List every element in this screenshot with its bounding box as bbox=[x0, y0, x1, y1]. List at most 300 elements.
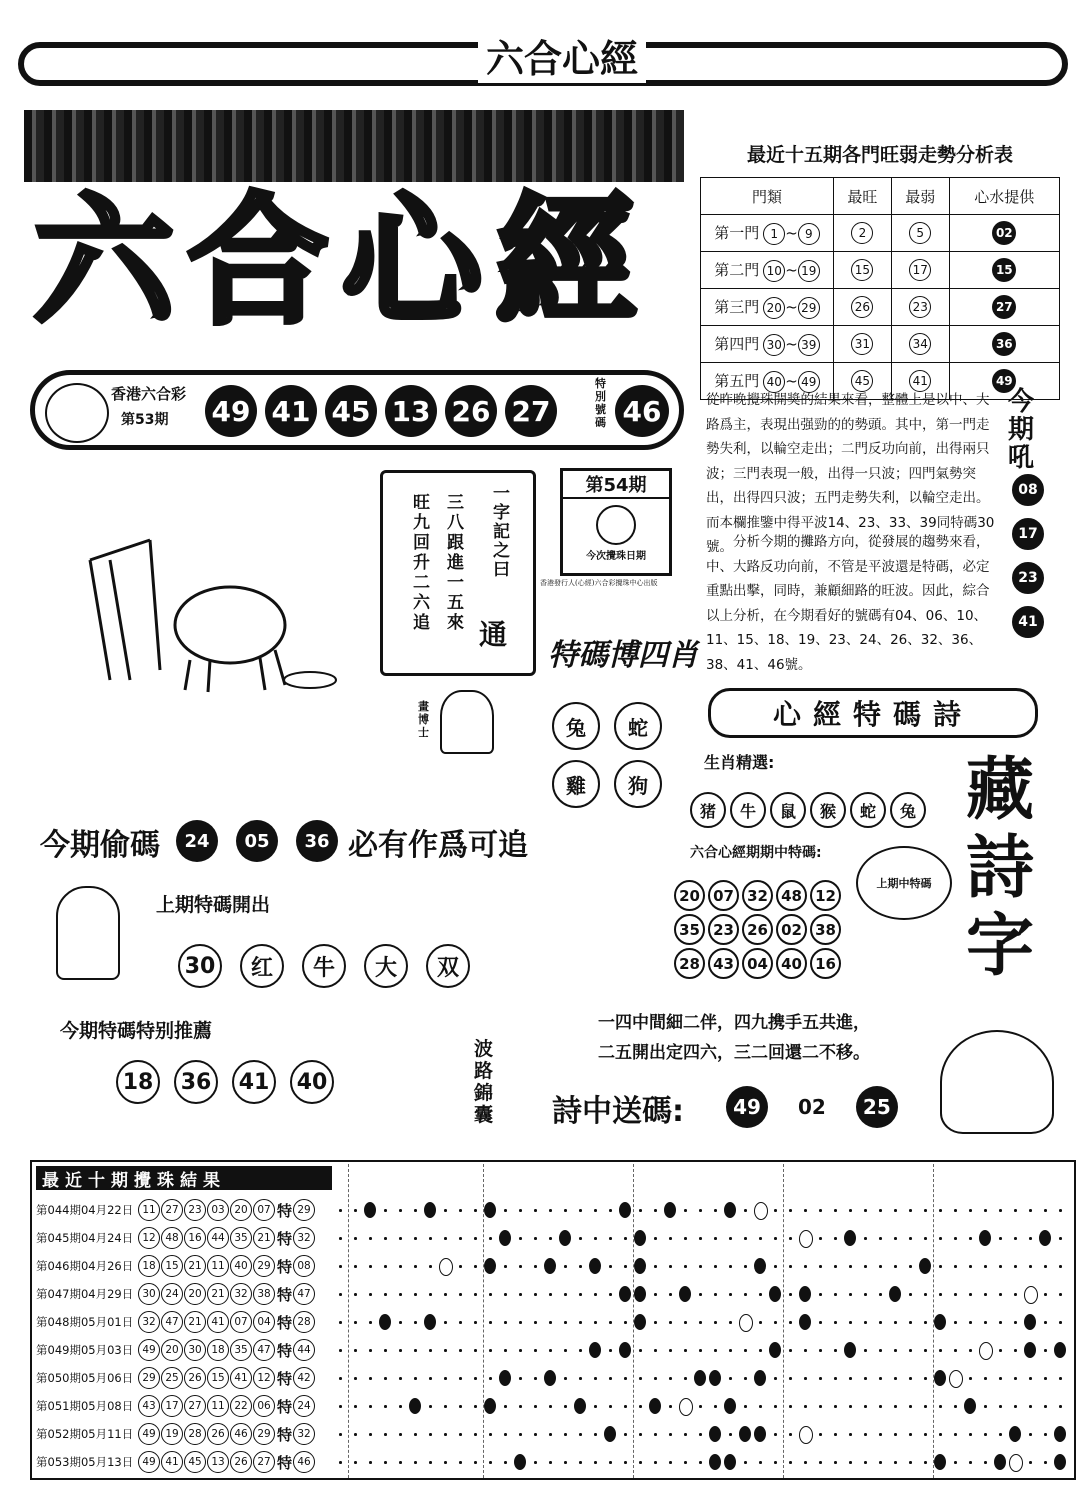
history-dot bbox=[1014, 1237, 1017, 1240]
history-dot bbox=[369, 1461, 372, 1464]
history-dot bbox=[399, 1265, 402, 1268]
history-dot bbox=[639, 1377, 642, 1380]
pick-ball: 36 bbox=[992, 332, 1016, 356]
history-hit-dot bbox=[769, 1286, 781, 1302]
history-dot bbox=[954, 1321, 957, 1324]
last-items bbox=[178, 944, 470, 988]
history-dot bbox=[804, 1209, 807, 1212]
history-hit-dot bbox=[604, 1426, 616, 1442]
history-dot bbox=[399, 1405, 402, 1408]
history-dot bbox=[354, 1293, 357, 1296]
history-dot bbox=[489, 1377, 492, 1380]
history-hit-dot bbox=[1054, 1342, 1066, 1358]
history-dot bbox=[834, 1405, 837, 1408]
history-ball: 30 bbox=[184, 1339, 206, 1361]
history-dot bbox=[1059, 1209, 1062, 1212]
history-dot bbox=[684, 1433, 687, 1436]
history-dot bbox=[804, 1265, 807, 1268]
history-row bbox=[36, 1280, 316, 1308]
history-dot bbox=[384, 1405, 387, 1408]
trend-title: 最近十五期各門旺弱走勢分析表 bbox=[746, 144, 1013, 166]
history-dot bbox=[909, 1349, 912, 1352]
history-hit-dot bbox=[979, 1342, 993, 1360]
history-dot bbox=[444, 1209, 447, 1212]
history-ball: 28 bbox=[184, 1423, 206, 1445]
issue54-subtitle: 今次攪珠日期 bbox=[586, 551, 646, 562]
history-dot bbox=[579, 1237, 582, 1240]
trend-name: 第一門 bbox=[714, 223, 760, 242]
history-dot bbox=[699, 1405, 702, 1408]
history-row bbox=[36, 1252, 316, 1280]
history-hit-dot bbox=[679, 1398, 693, 1416]
history-dot bbox=[954, 1433, 957, 1436]
history-hit-dot bbox=[934, 1370, 946, 1386]
hit-ball: 23 bbox=[708, 914, 739, 945]
history-dot bbox=[354, 1461, 357, 1464]
history-dot bbox=[489, 1237, 492, 1240]
history-dot bbox=[384, 1377, 387, 1380]
history-dot bbox=[579, 1377, 582, 1380]
history-dot bbox=[894, 1237, 897, 1240]
history-dot bbox=[1059, 1377, 1062, 1380]
history-dot bbox=[549, 1433, 552, 1436]
history-dot bbox=[489, 1461, 492, 1464]
history-dot bbox=[939, 1209, 942, 1212]
history-dot bbox=[414, 1209, 417, 1212]
history-dot bbox=[654, 1433, 657, 1436]
last-item: 双 bbox=[426, 944, 470, 988]
history-dot bbox=[879, 1349, 882, 1352]
history-dot bbox=[384, 1209, 387, 1212]
history-dot bbox=[369, 1405, 372, 1408]
history-row bbox=[36, 1336, 316, 1364]
history-dot bbox=[474, 1433, 477, 1436]
zodiac-label: 生肖精選: bbox=[704, 753, 775, 772]
scholar-figure bbox=[940, 1030, 1054, 1134]
history-dot bbox=[459, 1377, 462, 1380]
history-dot bbox=[789, 1265, 792, 1268]
trend-cell-min bbox=[891, 215, 949, 252]
history-hit-dot bbox=[664, 1202, 676, 1218]
trend-cell-type bbox=[701, 252, 834, 289]
hero bbox=[24, 110, 684, 360]
history-dot bbox=[924, 1293, 927, 1296]
trend-cell-type bbox=[701, 215, 834, 252]
history-dot bbox=[789, 1461, 792, 1464]
recommend-numbers bbox=[116, 1060, 334, 1104]
history-dot bbox=[1044, 1405, 1047, 1408]
history-dot bbox=[474, 1209, 477, 1212]
history-hit-dot bbox=[619, 1286, 631, 1302]
history-dot bbox=[579, 1349, 582, 1352]
history-dot bbox=[819, 1209, 822, 1212]
max-ball: 2 bbox=[851, 222, 873, 244]
history-hit-dot bbox=[634, 1230, 646, 1246]
history-dots bbox=[332, 1162, 1072, 1478]
history-dot bbox=[474, 1461, 477, 1464]
history-dot bbox=[654, 1349, 657, 1352]
history-dot bbox=[504, 1293, 507, 1296]
history-dot bbox=[594, 1209, 597, 1212]
history-dot bbox=[579, 1293, 582, 1296]
history-sp-label: 特 bbox=[277, 1425, 293, 1444]
history-dot bbox=[459, 1265, 462, 1268]
hit-ball: 48 bbox=[776, 880, 807, 911]
range-from: 1 bbox=[763, 223, 785, 245]
th-pick: 心水提供 bbox=[949, 178, 1059, 215]
history-dot bbox=[1044, 1433, 1047, 1436]
history-dot bbox=[654, 1321, 657, 1324]
history-dot bbox=[489, 1321, 492, 1324]
history-ball: 49 bbox=[138, 1451, 160, 1473]
send-ball: 25 bbox=[856, 1086, 898, 1128]
last-item: 30 bbox=[178, 944, 222, 988]
history-dot bbox=[549, 1293, 552, 1296]
history-dot bbox=[579, 1265, 582, 1268]
history-dot bbox=[1014, 1209, 1017, 1212]
history-ball: 21 bbox=[184, 1255, 206, 1277]
history-dot bbox=[414, 1433, 417, 1436]
history-ball: 18 bbox=[138, 1255, 160, 1277]
min-ball: 41 bbox=[909, 370, 931, 392]
history-dot bbox=[669, 1461, 672, 1464]
history-dot bbox=[759, 1349, 762, 1352]
history-dot bbox=[804, 1405, 807, 1408]
history-dot bbox=[879, 1405, 882, 1408]
history-dot bbox=[969, 1461, 972, 1464]
history-dot bbox=[564, 1265, 567, 1268]
issue54-box bbox=[560, 468, 672, 576]
history-hit-dot bbox=[754, 1258, 766, 1274]
trend-cell-max bbox=[834, 289, 892, 326]
trend-cell-max bbox=[834, 215, 892, 252]
hit-ball: 38 bbox=[810, 914, 841, 945]
history-dot bbox=[819, 1433, 822, 1436]
special-number: 46 bbox=[615, 385, 669, 437]
history-ball: 12 bbox=[138, 1227, 160, 1249]
zodiac-item: 牛 bbox=[730, 792, 766, 828]
history-dot bbox=[609, 1237, 612, 1240]
last-item: 牛 bbox=[302, 944, 346, 988]
history-dot bbox=[519, 1237, 522, 1240]
history-dot bbox=[474, 1377, 477, 1380]
history-dot bbox=[639, 1209, 642, 1212]
roar-ball: 08 bbox=[1012, 474, 1044, 506]
history-dot bbox=[879, 1461, 882, 1464]
history-dot bbox=[489, 1349, 492, 1352]
history-dot bbox=[669, 1405, 672, 1408]
history-date: 第051期05月08日 bbox=[36, 1399, 134, 1413]
ox-illustration bbox=[60, 520, 350, 700]
analysis-p1: 從昨晚攪珠開獎的結果來看，整體上是以中、大路爲主，表現出强勁的的勢頭。其中，第一門走勢失利，以輪空走出；二門反功向前，出得兩只波；三門表現一般，出得一只波；四門氣勢突出，出得四只波；五門走勢失利，以輪空走出。而本欄推鑒中得平波14、23、33、39同特碼30號。 bbox=[706, 392, 995, 555]
history-dot bbox=[354, 1209, 357, 1212]
history-dot bbox=[384, 1433, 387, 1436]
history-dot bbox=[909, 1461, 912, 1464]
history-dot bbox=[1029, 1377, 1032, 1380]
history-dot bbox=[1044, 1293, 1047, 1296]
history-dot bbox=[504, 1321, 507, 1324]
history-dot bbox=[399, 1349, 402, 1352]
history-dot bbox=[909, 1433, 912, 1436]
history-dot bbox=[984, 1321, 987, 1324]
trend-cell-type bbox=[701, 326, 834, 363]
history-dot bbox=[819, 1293, 822, 1296]
history-hit-dot bbox=[649, 1398, 661, 1414]
history-dot bbox=[624, 1433, 627, 1436]
history-dot bbox=[759, 1321, 762, 1324]
analysis-p2: 分析今期的攤路方向，從發展的趨勢來看，中、大路反功向前，不管是平波還是特碼，必定重點出擊，同時，兼顧細路的旺波。因此，綜合以上分析，在今期看好的號碼有04、06、10、11、15、18、19、23、24、26、32、36、38、41、46號。 bbox=[706, 534, 990, 673]
history-dot bbox=[789, 1433, 792, 1436]
min-ball: 23 bbox=[909, 296, 931, 318]
history-dot bbox=[414, 1265, 417, 1268]
history-dot bbox=[924, 1237, 927, 1240]
history-dot bbox=[999, 1321, 1002, 1324]
history-dot bbox=[429, 1461, 432, 1464]
history-dot bbox=[609, 1349, 612, 1352]
hit-ball: 07 bbox=[708, 880, 739, 911]
history-dot bbox=[1044, 1349, 1047, 1352]
history-dot bbox=[984, 1293, 987, 1296]
history-dot bbox=[984, 1405, 987, 1408]
history-ball: 07 bbox=[253, 1199, 275, 1221]
poem-line1: 一四中間細二伴，四九携手五共進， bbox=[598, 1013, 870, 1033]
history-ball: 20 bbox=[184, 1283, 206, 1305]
history-dot bbox=[654, 1237, 657, 1240]
history-dot bbox=[354, 1349, 357, 1352]
trend-name: 第五門 bbox=[714, 371, 760, 390]
history-dot bbox=[729, 1265, 732, 1268]
history-dot bbox=[1044, 1209, 1047, 1212]
roar-label: 今期吼 bbox=[1008, 387, 1035, 473]
history-dot bbox=[354, 1265, 357, 1268]
history-dot bbox=[729, 1349, 732, 1352]
history-dot bbox=[444, 1377, 447, 1380]
history-dot bbox=[909, 1293, 912, 1296]
result-ball: 49 bbox=[205, 385, 257, 437]
history-dot bbox=[879, 1265, 882, 1268]
history-dot bbox=[1059, 1237, 1062, 1240]
history-dot bbox=[819, 1321, 822, 1324]
hit-ball: 20 bbox=[674, 880, 705, 911]
history-dot bbox=[534, 1293, 537, 1296]
history-ball: 45 bbox=[184, 1451, 206, 1473]
history-dot bbox=[924, 1405, 927, 1408]
history-hit-dot bbox=[619, 1202, 631, 1218]
history-dot bbox=[729, 1293, 732, 1296]
history-ball: 24 bbox=[161, 1283, 183, 1305]
history-ball: 43 bbox=[138, 1395, 160, 1417]
history-dot bbox=[954, 1237, 957, 1240]
history-ball: 20 bbox=[161, 1339, 183, 1361]
history-dot bbox=[579, 1321, 582, 1324]
four-animals bbox=[552, 702, 668, 808]
history-dot bbox=[399, 1461, 402, 1464]
send-plain: 02 bbox=[798, 1095, 826, 1119]
history-dot bbox=[864, 1377, 867, 1380]
history-ball: 30 bbox=[138, 1283, 160, 1305]
history-sp-ball: 42 bbox=[293, 1367, 315, 1389]
hit-ball: 16 bbox=[810, 948, 841, 979]
hero-title: 六合心經 bbox=[34, 181, 651, 344]
roar-ball: 41 bbox=[1012, 606, 1044, 638]
four-title: 特碼博四肖 bbox=[548, 638, 698, 673]
history-dot bbox=[504, 1349, 507, 1352]
history-dot bbox=[1014, 1349, 1017, 1352]
hit-grid bbox=[674, 880, 854, 979]
top-banner bbox=[18, 28, 1068, 98]
history-divider bbox=[933, 1164, 935, 1478]
history-hit-dot bbox=[919, 1258, 931, 1274]
send-label: 詩中送碼: bbox=[552, 1094, 684, 1129]
history-dot bbox=[669, 1349, 672, 1352]
history-dot bbox=[864, 1349, 867, 1352]
history-dot bbox=[969, 1349, 972, 1352]
history-ball: 27 bbox=[184, 1395, 206, 1417]
history-dot bbox=[459, 1349, 462, 1352]
history-dot bbox=[714, 1349, 717, 1352]
trend-cell-max bbox=[834, 252, 892, 289]
history-dot bbox=[744, 1461, 747, 1464]
history-date: 第044期04月22日 bbox=[36, 1203, 134, 1217]
history-dot bbox=[864, 1209, 867, 1212]
history-dot bbox=[474, 1349, 477, 1352]
history-dot bbox=[849, 1209, 852, 1212]
trend-cell-pick bbox=[949, 289, 1059, 326]
result-ball: 41 bbox=[265, 385, 317, 437]
history-dot bbox=[549, 1405, 552, 1408]
history-ball: 27 bbox=[253, 1451, 275, 1473]
recommend-label: 今期特碼特别推薦 bbox=[60, 1020, 213, 1042]
history-hit-dot bbox=[754, 1426, 766, 1442]
history-dot bbox=[909, 1377, 912, 1380]
history-dot bbox=[789, 1237, 792, 1240]
history-dot bbox=[519, 1377, 522, 1380]
history-dot bbox=[474, 1237, 477, 1240]
history-dot bbox=[1059, 1405, 1062, 1408]
history-divider bbox=[348, 1164, 350, 1478]
history-ball: 26 bbox=[207, 1423, 229, 1445]
history-dot bbox=[849, 1293, 852, 1296]
history-dot bbox=[969, 1321, 972, 1324]
history-hit-dot bbox=[934, 1454, 946, 1470]
history-dot bbox=[519, 1265, 522, 1268]
history-dot bbox=[819, 1377, 822, 1380]
history-ball: 17 bbox=[161, 1395, 183, 1417]
history-dot bbox=[909, 1237, 912, 1240]
history-dot bbox=[459, 1433, 462, 1436]
history-dot bbox=[669, 1433, 672, 1436]
history-sp-ball: 29 bbox=[293, 1199, 315, 1221]
issue54-title: 第54期 bbox=[563, 471, 669, 499]
history-dot bbox=[354, 1237, 357, 1240]
history-dot bbox=[369, 1433, 372, 1436]
history-dot bbox=[954, 1293, 957, 1296]
history-dot bbox=[339, 1209, 342, 1212]
history-dot bbox=[564, 1433, 567, 1436]
history-dot bbox=[384, 1293, 387, 1296]
history-ball: 22 bbox=[230, 1395, 252, 1417]
history-dot bbox=[879, 1377, 882, 1380]
history-dot bbox=[549, 1461, 552, 1464]
history-dot bbox=[399, 1209, 402, 1212]
history-dot bbox=[789, 1209, 792, 1212]
trend-cell-min bbox=[891, 289, 949, 326]
history-dot bbox=[849, 1461, 852, 1464]
zodiac-item: 鼠 bbox=[770, 792, 806, 828]
trend-cell-min bbox=[891, 252, 949, 289]
history-dot bbox=[669, 1265, 672, 1268]
history-dot bbox=[609, 1293, 612, 1296]
history-dot bbox=[789, 1377, 792, 1380]
history-dot bbox=[744, 1405, 747, 1408]
history-dot bbox=[564, 1293, 567, 1296]
history-dot bbox=[849, 1377, 852, 1380]
history-dot bbox=[744, 1377, 747, 1380]
hit-label: 六合心經期期中特碼: bbox=[690, 845, 822, 861]
history-dot bbox=[549, 1209, 552, 1212]
history-ball: 21 bbox=[253, 1227, 275, 1249]
history-dot bbox=[969, 1265, 972, 1268]
history-dot bbox=[879, 1321, 882, 1324]
history-dot bbox=[369, 1377, 372, 1380]
history-hit-dot bbox=[679, 1286, 691, 1302]
history-dot bbox=[684, 1209, 687, 1212]
history-hit-dot bbox=[364, 1202, 376, 1218]
hero-photo-strip bbox=[24, 110, 684, 182]
history-sp-ball: 32 bbox=[293, 1423, 315, 1445]
history-ball: 11 bbox=[138, 1199, 160, 1221]
history-dot bbox=[864, 1321, 867, 1324]
history-row bbox=[36, 1224, 316, 1252]
history-dot bbox=[999, 1265, 1002, 1268]
history-dot bbox=[774, 1209, 777, 1212]
steal-numbers bbox=[176, 820, 338, 862]
history-dot bbox=[924, 1209, 927, 1212]
history-dot bbox=[999, 1377, 1002, 1380]
history-hit-dot bbox=[574, 1398, 586, 1414]
history-dot bbox=[534, 1377, 537, 1380]
history-dot bbox=[534, 1461, 537, 1464]
history-ball: 49 bbox=[138, 1339, 160, 1361]
history-hit-dot bbox=[634, 1314, 646, 1330]
max-ball: 45 bbox=[851, 370, 873, 392]
history-dot bbox=[399, 1321, 402, 1324]
history-ball: 41 bbox=[161, 1451, 183, 1473]
history-dot bbox=[714, 1293, 717, 1296]
history-dot bbox=[819, 1349, 822, 1352]
history-dot bbox=[444, 1433, 447, 1436]
history-hit-dot bbox=[1039, 1230, 1051, 1246]
history-dot bbox=[879, 1293, 882, 1296]
history-dot bbox=[399, 1293, 402, 1296]
history-ball: 47 bbox=[161, 1311, 183, 1333]
history-hit-dot bbox=[799, 1286, 811, 1302]
range-from: 30 bbox=[763, 334, 785, 356]
history-sp-ball: 47 bbox=[293, 1283, 315, 1305]
history-dot bbox=[339, 1405, 342, 1408]
issue54-note: 香港發行人(心經)六合彩攪珠中心出版 bbox=[540, 579, 658, 587]
trend-table-block bbox=[700, 140, 1060, 400]
history-dot bbox=[924, 1377, 927, 1380]
history-ball: 44 bbox=[207, 1227, 229, 1249]
steal-tail: 必有作爲可追 bbox=[348, 828, 528, 863]
result-strip bbox=[30, 370, 684, 450]
history-dot bbox=[1014, 1377, 1017, 1380]
history-dot bbox=[564, 1349, 567, 1352]
history-dot bbox=[459, 1237, 462, 1240]
steal-ball: 24 bbox=[176, 820, 218, 862]
history-dot bbox=[444, 1349, 447, 1352]
